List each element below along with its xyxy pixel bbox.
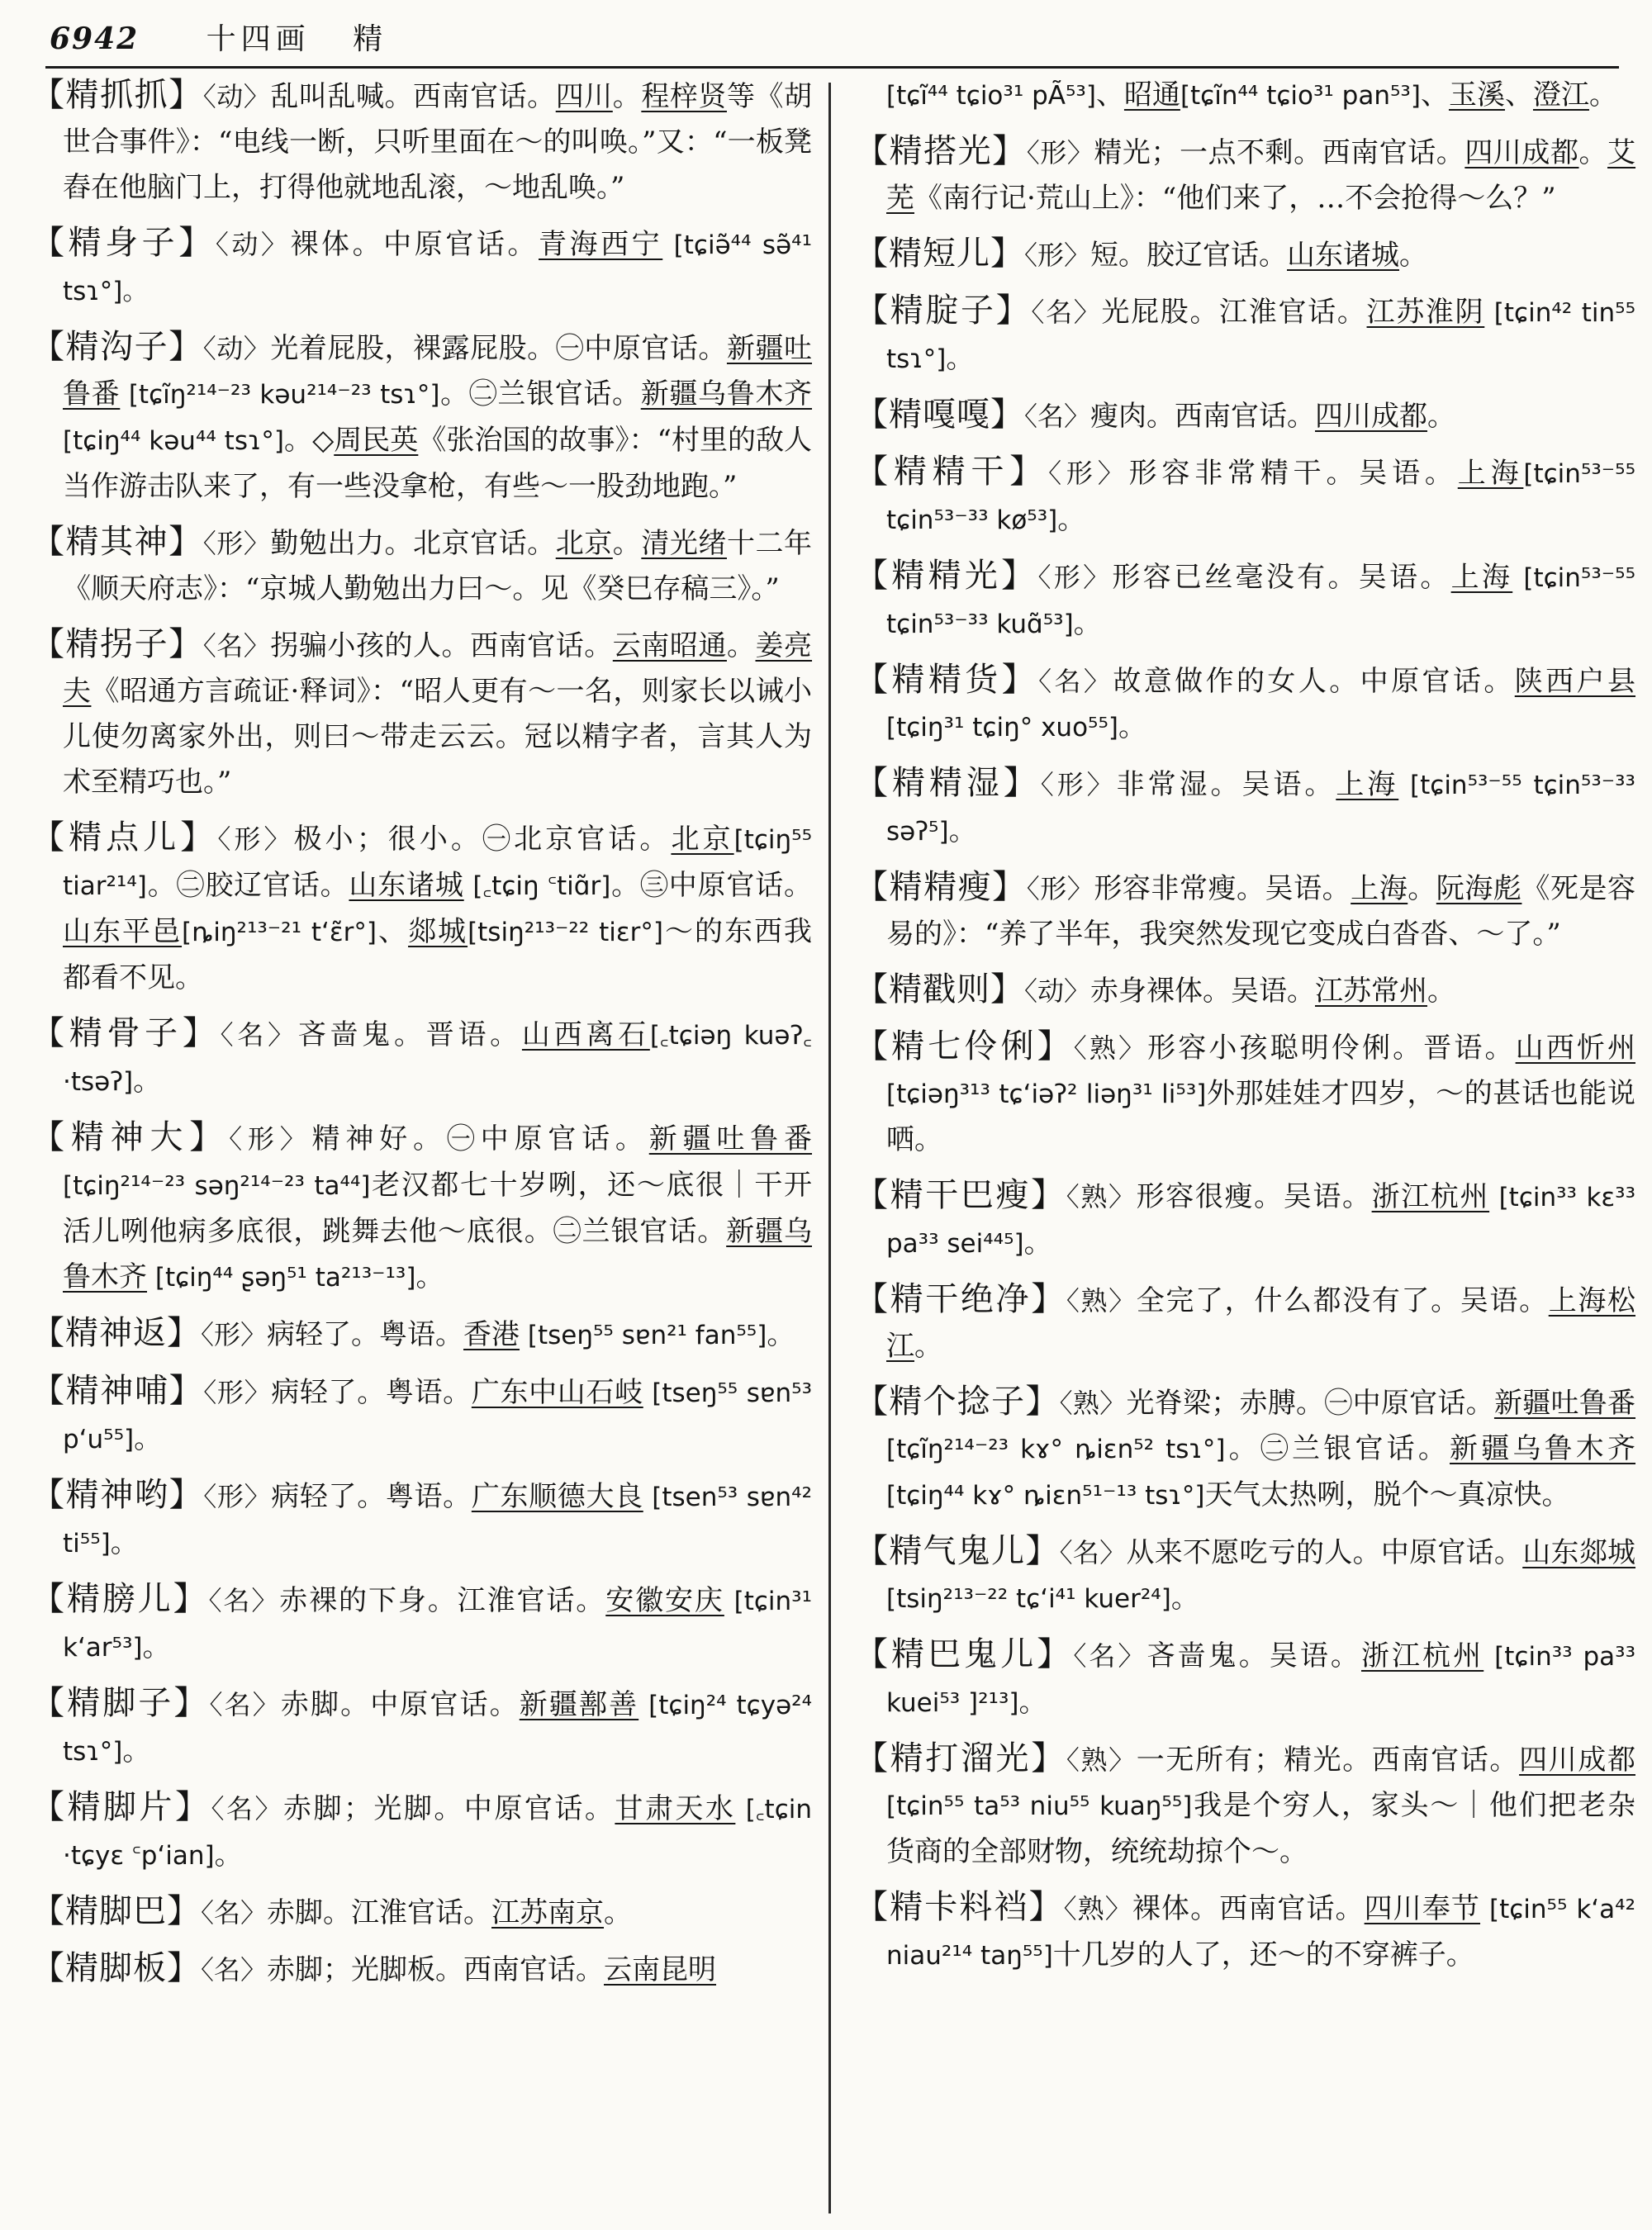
pronunciation: [tsiŋ²¹³⁻²² tɕʻi⁴¹ kuer²⁴] <box>886 1584 1171 1614</box>
column-divider <box>828 83 831 2213</box>
part-of-speech: 〈名〉 <box>220 1019 298 1051</box>
definition-text: 。 <box>1023 1226 1052 1260</box>
pronunciation: [tɕin⁴² tin⁵⁵ tsɿ°] <box>886 298 1636 374</box>
definition-text: 、 <box>1095 78 1124 112</box>
region-name: 北京 <box>555 527 613 560</box>
dictionary-entry <box>855 231 1635 278</box>
dictionary-entry <box>31 815 812 1001</box>
dictionary-entry <box>855 1173 1635 1267</box>
region-name: 江苏南京 <box>491 1896 605 1929</box>
definition-text: 、 <box>1504 78 1533 112</box>
definition-text: 形容很瘦。吴语。 <box>1136 1180 1372 1213</box>
dictionary-entry <box>855 1529 1635 1622</box>
region-name: 周民英 <box>334 424 419 457</box>
dictionary-entry <box>31 622 812 805</box>
definition-text: 。 <box>1408 872 1436 905</box>
headword: 【精卡料裆】 <box>855 1888 1064 1926</box>
section-label: 十四画 <box>206 22 311 56</box>
definition-text: 。 <box>1588 78 1617 112</box>
dictionary-entry <box>855 865 1635 957</box>
dictionary-entry <box>31 1011 812 1105</box>
region-name: 上海 <box>1450 561 1513 594</box>
headword: 【精其神】 <box>31 523 203 561</box>
dictionary-entry <box>31 520 812 612</box>
headword: 【精神哺】 <box>31 1372 204 1410</box>
region-name: 四川奉节 <box>1364 1892 1481 1925</box>
region-name: 山东平邑 <box>63 915 183 948</box>
pronunciation: [tɕin³³ pa³³ kuei⁵³ ]²¹³] <box>886 1642 1636 1718</box>
definition-text: 赤脚。中原官话。 <box>280 1688 520 1721</box>
definition-text: 《南行记·荒山上》：“他们来了，…不会抢得～么？” <box>914 182 1556 215</box>
definition-text: 。 <box>914 1330 942 1363</box>
dictionary-entry <box>31 325 812 510</box>
part-of-speech: 〈名〉 <box>202 630 271 662</box>
region-name: 山西离石 <box>521 1018 650 1051</box>
definition-text: 从来不愿吃亏的人。中原官话。 <box>1126 1536 1523 1569</box>
pronunciation: [tɕĩŋ²¹⁴⁻²³ kɤ° ȵiɛn⁵² tsɿ°] <box>886 1435 1226 1464</box>
pronunciation: [tɕĩŋ²¹⁴⁻²³ kəu²¹⁴⁻²³ tsɿ°] <box>120 380 440 410</box>
part-of-speech: 〈名〉 <box>201 1897 268 1929</box>
region-name: 新疆吐鲁番 <box>1493 1387 1636 1420</box>
region-name: 云南昭通 <box>612 629 727 662</box>
part-of-speech: 〈名〉 <box>1031 297 1102 328</box>
dictionary-entry <box>855 1024 1635 1163</box>
region-name: 新疆鄯善 <box>519 1688 639 1721</box>
definition-text: 。 <box>110 1526 139 1559</box>
part-of-speech: 〈熟〉 <box>1073 1032 1148 1064</box>
region-name: 上海 <box>1351 872 1408 905</box>
region-name: 四川成都 <box>1519 1744 1635 1777</box>
definition-text: 病轻了。粤语。 <box>267 1318 464 1351</box>
definition-text: 、 <box>1420 78 1449 112</box>
definition-text: 。 <box>1427 975 1456 1008</box>
definition-text: 光脊梁；赤膊。㊀中原官话。 <box>1126 1387 1494 1420</box>
headword: 【精巴鬼儿】 <box>855 1635 1074 1673</box>
definition-text: 赤脚。江淮官话。 <box>267 1896 492 1929</box>
region-name: 郯城 <box>408 915 468 948</box>
definition-text: 外那娃娃才四岁，～的甚话也能说哂。 <box>886 1077 1635 1156</box>
definition-text: 赤脚；光脚。中原官话。 <box>282 1792 615 1825</box>
definition-text: 。㊁兰银官话。 <box>439 377 641 410</box>
definition-text: 。㊁兰银官话。 <box>1225 1432 1450 1465</box>
definition-text: ～的东西我都看不见。 <box>63 915 813 994</box>
definition-text: 十二年《顺天府志》：“京城人勤勉出力曰～。见《癸巳存稿三》。” <box>63 527 813 605</box>
part-of-speech: 〈形〉 <box>229 1123 312 1155</box>
definition-text: 病轻了。粤语。 <box>271 1480 472 1513</box>
definition-text: 。 <box>612 80 642 113</box>
part-of-speech: 〈动〉 <box>202 333 271 364</box>
definition-text: 。 <box>214 1839 243 1872</box>
region-name: 上海 <box>1457 457 1524 490</box>
headword: 【精神大】 <box>31 1118 230 1156</box>
pronunciation: [tɕin⁵³⁻⁵⁵ tɕin⁵³⁻³³ səʔ⁵] <box>886 771 1635 847</box>
definition-text: 。 <box>1073 607 1102 640</box>
headword: 【精精光】 <box>855 557 1038 595</box>
dictionary-entry <box>31 73 812 211</box>
region-name: 安徽安庆 <box>605 1584 724 1617</box>
dictionary-entry <box>855 1885 1635 1979</box>
pronunciation: [tɕin³¹ kʻar⁵³] <box>63 1587 813 1663</box>
definition-text: 。 <box>1170 1582 1199 1615</box>
definition-text: 。 <box>726 629 756 662</box>
header-rule <box>45 66 1619 69</box>
dictionary-entry <box>855 288 1635 382</box>
definition-text: 、 <box>377 915 409 948</box>
part-of-speech: 〈动〉 <box>202 81 271 112</box>
region-name: 上海松江 <box>886 1284 1635 1363</box>
headword: 【精个捻子】 <box>855 1383 1060 1421</box>
pronunciation: [tsen⁵³ sɐn⁴² ti⁵⁵] <box>63 1483 812 1559</box>
definition-text: 。 <box>612 527 642 560</box>
region-name: 香港 <box>463 1318 520 1351</box>
headword: 【精抓抓】 <box>31 76 203 114</box>
definition-text: 十几岁的人了，还～的不穿裤子。 <box>1052 1938 1474 1971</box>
region-name: 陕西户县 <box>1514 665 1636 698</box>
definition-text: 。㊂中原官话。 <box>610 869 813 902</box>
header-character: 精 <box>353 22 383 56</box>
dictionary-entry <box>855 1379 1635 1519</box>
region-name: 新疆吐鲁番 <box>648 1122 813 1155</box>
dictionary-entry <box>855 967 1635 1014</box>
pronunciation: [tsiŋ²¹³⁻²² tiɛr°] <box>468 918 663 947</box>
region-name: 山西忻州 <box>1515 1032 1635 1065</box>
pronunciation: [tɕiŋ²⁴ tɕyə²⁴ tsɿ°] <box>63 1691 812 1767</box>
headword: 【精精干】 <box>855 453 1049 491</box>
part-of-speech: 〈名〉 <box>1038 666 1113 697</box>
dictionary-entry <box>31 1889 812 1936</box>
definition-text: 极小；很小。㊀北京官话。 <box>293 823 672 856</box>
dictionary-entry <box>31 1369 812 1463</box>
definition-text: 。 <box>415 1260 444 1293</box>
definition-text: 故意做作的女人。中原官话。 <box>1113 665 1515 698</box>
definition-text: 《张治国的故事》：“村里的敌人当作游击队来了，有一些没拿枪，有些～一股劲地跑。” <box>63 424 813 503</box>
pronunciation: [tɕiŋ⁵⁵ tiar²¹⁴] <box>63 825 813 901</box>
region-name: 玉溪 <box>1448 78 1505 112</box>
definition-text: 。 <box>142 1630 171 1663</box>
region-name: 江苏常州 <box>1315 975 1428 1008</box>
pronunciation: [tɕin⁵³⁻⁵⁵ tɕin⁵³⁻³³ kuɑ̃⁵³] <box>886 563 1635 639</box>
region-name: 青海西宁 <box>539 228 663 261</box>
pronunciation: [tɕiəŋ³¹³ tɕʻiəʔ² liəŋ³¹ li⁵³] <box>886 1079 1207 1109</box>
dictionary-entry <box>31 1681 812 1775</box>
definition-text: 老汉都七十岁咧，还～底很｜干开活儿咧他病多底很，跳舞去他～底很。㊁兰银官话。 <box>63 1169 812 1248</box>
region-name: 清光绪 <box>641 527 727 560</box>
dictionary-entry <box>31 1473 812 1567</box>
region-name: 四川 <box>555 80 613 113</box>
definition-text: 精光；一点不剩。西南官话。 <box>1094 136 1465 169</box>
definition-text: 。 <box>1057 503 1086 536</box>
region-name: 姜亮夫 <box>63 629 813 708</box>
region-name: 昭通 <box>1123 78 1180 112</box>
headword: 【精精货】 <box>855 661 1039 699</box>
definition-text: 形容小孩聪明伶俐。晋语。 <box>1147 1032 1516 1065</box>
definition-text: 形容非常精干。吴语。 <box>1128 457 1458 490</box>
definition-text: 勤勉出力。北京官话。 <box>270 527 556 560</box>
part-of-speech: 〈形〉 <box>203 1377 272 1408</box>
definition-text: 裸体。西南官话。 <box>1132 1892 1365 1925</box>
part-of-speech: 〈动〉 <box>1024 975 1091 1007</box>
part-of-speech: 〈形〉 <box>1024 240 1091 271</box>
region-name: 甘肃天水 <box>615 1792 736 1825</box>
pronunciation: [tseŋ⁵⁵ sɐn²¹ fan⁵⁵] <box>520 1321 767 1350</box>
region-name: 浙江杭州 <box>1371 1180 1490 1213</box>
pronunciation: [tɕiŋ⁴⁴ kəu⁴⁴ tsɿ°] <box>63 426 285 456</box>
headword: 【精脚片】 <box>31 1788 211 1826</box>
definition-text: 形容非常瘦。吴语。 <box>1094 872 1351 905</box>
part-of-speech: 〈形〉 <box>202 528 271 559</box>
definition-text: 乱叫乱喊。西南官话。 <box>270 80 556 113</box>
right-column <box>855 73 1635 1989</box>
part-of-speech: 〈动〉 <box>215 229 291 260</box>
region-name: 澄江 <box>1532 78 1589 112</box>
page-number: 6942 <box>50 21 140 56</box>
dictionary-entry <box>31 1946 812 1993</box>
definition-text: 赤身裸体。吴语。 <box>1090 975 1316 1008</box>
pronunciation: [tɕin⁵⁵ ta⁵³ niu⁵⁵ kuaŋ⁵⁵] <box>886 1791 1193 1821</box>
part-of-speech: 〈熟〉 <box>1059 1388 1127 1419</box>
headword: 【精气鬼儿】 <box>855 1532 1060 1570</box>
region-name: 广东中山石岐 <box>471 1376 643 1409</box>
definition-text: 。 <box>946 342 975 375</box>
pronunciation: [tɕiŋ³¹ tɕiŋ° xuo⁵⁵] <box>886 713 1118 743</box>
left-column <box>31 73 812 2003</box>
headword: 【精精瘦】 <box>855 868 1027 906</box>
part-of-speech: 〈名〉 <box>1073 1640 1147 1672</box>
region-name: 山东郯城 <box>1522 1536 1636 1569</box>
pronunciation: [tɕĩn⁴⁴ tɕio³¹ pan⁵³] <box>1180 81 1421 111</box>
headword: 【精神哟】 <box>31 1476 204 1514</box>
dictionary-entry <box>31 1115 812 1301</box>
dictionary-entry <box>855 657 1635 751</box>
region-name: 北京 <box>671 823 734 856</box>
region-name: 山东诸城 <box>349 869 464 902</box>
part-of-speech: 〈熟〉 <box>1066 1181 1137 1212</box>
headword: 【精拐子】 <box>31 625 203 663</box>
headword: 【精腚子】 <box>855 292 1032 330</box>
part-of-speech: 〈熟〉 <box>1063 1893 1132 1924</box>
definition-text: 短。胶辽官话。 <box>1090 239 1288 272</box>
pronunciation: [tɕiŋ⁴⁴ kɤ° ȵiɛn⁵¹⁻¹³ tsɿ°] <box>886 1481 1205 1511</box>
region-name: 浙江杭州 <box>1361 1639 1484 1672</box>
region-name: 新疆吐鲁番 <box>63 332 813 410</box>
definition-text: 吝啬鬼。吴语。 <box>1146 1639 1361 1672</box>
region-name: 新疆乌鲁木齐 <box>63 1215 813 1293</box>
definition-text: 非常湿。吴语。 <box>1116 768 1336 801</box>
pronunciation: [ȵiŋ²¹³⁻²¹ tʻɛ̃r°] <box>182 918 377 947</box>
pronunciation: [tɕiŋ⁴⁴ ʂəŋ⁵¹ ta²¹³⁻¹³] <box>147 1263 416 1293</box>
definition-text: 。 <box>604 1896 633 1929</box>
headword: 【精戳则】 <box>855 970 1024 1008</box>
part-of-speech: 〈形〉 <box>1037 562 1113 593</box>
definition-text: 。 <box>1018 1686 1047 1719</box>
pronunciation: [꜀tɕin ·tɕyɛ ꜂pʻian] <box>63 1795 813 1871</box>
dictionary-entry <box>855 129 1635 221</box>
dictionary-entry <box>855 392 1635 439</box>
definition-text: 。 <box>1427 400 1456 433</box>
definition-text: 裸体。中原官话。 <box>290 228 539 261</box>
dictionary-entry <box>31 1311 812 1359</box>
definition-text: 。 <box>948 814 977 847</box>
page-header <box>50 18 1602 59</box>
region-name: 新疆乌鲁木齐 <box>1450 1432 1636 1465</box>
region-name: 艾芜 <box>886 136 1636 215</box>
pronunciation: [tɕiə̃⁴⁴ sə̃⁴¹ tsɿ°]。 <box>63 230 812 306</box>
headword: 【精干绝净】 <box>855 1280 1066 1318</box>
dictionary-entry <box>855 553 1635 648</box>
headword: 【精身子】 <box>31 224 216 262</box>
definition-text: 光屁股。江淮官话。 <box>1101 296 1367 329</box>
entry-continuation <box>855 73 1635 119</box>
part-of-speech: 〈形〉 <box>203 1481 272 1512</box>
definition-text: 全完了，什么都没有了。吴语。 <box>1136 1284 1549 1317</box>
region-name: 四川成都 <box>1315 400 1428 433</box>
part-of-speech: 〈形〉 <box>217 823 294 855</box>
region-name: 上海 <box>1336 768 1399 801</box>
definition-text: 。 <box>134 1422 163 1455</box>
definition-text: 赤裸的下身。江淮官话。 <box>279 1584 606 1617</box>
pronunciation: [tɕin³³ kɛ³³ pa³³ sei⁴⁴⁵] <box>886 1183 1636 1259</box>
dictionary-entry <box>31 1577 812 1671</box>
definition-text: 光着屁股，裸露屁股。㊀中原官话。 <box>270 332 727 365</box>
definition-text: 。㊁胶辽官话。 <box>146 869 349 902</box>
part-of-speech: 〈名〉 <box>1059 1537 1127 1568</box>
part-of-speech: 〈形〉 <box>1026 137 1094 168</box>
region-name: 新疆乌鲁木齐 <box>640 377 813 410</box>
headword: 【精七伶俐】 <box>855 1027 1074 1065</box>
region-name: 程梓贤 <box>641 80 727 113</box>
headword: 【精膀儿】 <box>31 1580 209 1618</box>
part-of-speech: 〈熟〉 <box>1066 1285 1137 1317</box>
pronunciation: [tɕin⁵³⁻⁵⁵ tɕin⁵³⁻³³ kø⁵³] <box>886 459 1636 535</box>
dictionary-entry <box>855 1736 1635 1875</box>
part-of-speech: 〈名〉 <box>211 1793 283 1824</box>
headword: 【精干巴瘦】 <box>855 1176 1066 1214</box>
pronunciation: [꜀tɕiŋ ꜂tiɑ̃r] <box>463 871 611 901</box>
definition-text: 。 <box>1399 239 1428 272</box>
region-name: 云南昆明 <box>604 1953 717 1986</box>
definition-text: 。◇ <box>284 424 335 457</box>
pronunciation: [tɕiŋ²¹⁴⁻²³ səŋ²¹⁴⁻²³ ta⁴⁴] <box>63 1171 371 1201</box>
dictionary-entry <box>855 1632 1635 1726</box>
part-of-speech: 〈名〉 <box>201 1954 268 1986</box>
part-of-speech: 〈熟〉 <box>1066 1744 1137 1776</box>
headword: 【精打溜光】 <box>855 1739 1066 1777</box>
pronunciation: [tɕin⁵⁵ kʻa⁴² niau²¹⁴ taŋ⁵⁵] <box>886 1895 1635 1971</box>
headword: 【精搭光】 <box>855 132 1027 170</box>
part-of-speech: 〈名〉 <box>1024 401 1091 432</box>
region-name: 山东诸城 <box>1287 239 1400 272</box>
headword: 【精骨子】 <box>31 1014 221 1052</box>
region-name: 广东顺德大良 <box>471 1480 643 1513</box>
region-name: 阮海彪 <box>1436 872 1522 905</box>
part-of-speech: 〈形〉 <box>1040 769 1117 800</box>
part-of-speech: 〈名〉 <box>209 1689 281 1720</box>
definition-text: 。 <box>1578 136 1608 169</box>
dictionary-entry <box>31 1785 812 1879</box>
definition-text: 拐骗小孩的人。西南官话。 <box>270 629 613 662</box>
definition-text: 吝啬鬼。晋语。 <box>297 1018 522 1051</box>
headword: 【精短儿】 <box>855 235 1024 273</box>
definition-text: 《昭通方言疏证·释词》：“昭人更有～一名，则家长以诫小儿使勿离家外出，则曰～带走云云。冠以精字者，言其人为术至精巧也。” <box>63 675 812 799</box>
part-of-speech: 〈形〉 <box>1048 458 1129 489</box>
pronunciation: [tseŋ⁵⁵ sɐn⁵³ pʻu⁵⁵] <box>63 1378 812 1454</box>
headword: 【精嘎嘎】 <box>855 396 1024 434</box>
pronunciation: [꜀tɕiəŋ kuəʔ꜀ ·tsəʔ] <box>63 1021 813 1097</box>
headword: 【精脚子】 <box>31 1684 210 1722</box>
definition-text: 赤脚；光脚板。西南官话。 <box>267 1953 605 1986</box>
region-name: 江苏淮阴 <box>1366 296 1485 329</box>
definition-text: 一无所有；精光。西南官话。 <box>1136 1744 1520 1777</box>
dictionary-entry <box>855 1277 1635 1369</box>
definition-text: 瘦肉。西南官话。 <box>1090 400 1316 433</box>
definition-text: 精神好。㊀中原官话。 <box>311 1122 649 1155</box>
definition-text: 。 <box>1118 710 1146 743</box>
definition-text: 。 <box>133 1065 162 1098</box>
part-of-speech: 〈形〉 <box>201 1319 268 1350</box>
definition-text: 天气太热咧，脱个～真凉快。 <box>1204 1478 1570 1511</box>
dictionary-entry <box>31 221 812 315</box>
headword: 【精神返】 <box>31 1314 201 1352</box>
headword: 【精脚巴】 <box>31 1892 201 1930</box>
definition-text: 病轻了。粤语。 <box>271 1376 472 1409</box>
headword: 【精沟子】 <box>31 328 203 366</box>
definition-text: 等《胡世合事件》：“电线一断，只听里面在～的叫唤。”又：“一板凳舂在他脑门上，打得他就地乱滚，～地乱唤。” <box>63 80 813 204</box>
definition-text: 《死是容易的》：“养了半年，我突然发现它变成白沓沓、～了。” <box>886 872 1636 951</box>
dictionary-entry <box>855 449 1635 543</box>
region-name: 四川成都 <box>1464 136 1579 169</box>
headword: 【精脚板】 <box>31 1949 201 1987</box>
definition-text: 我是个穷人，家头～｜他们把老杂货商的全部财物，统统劫掠个～。 <box>886 1789 1635 1868</box>
part-of-speech: 〈形〉 <box>1026 873 1094 904</box>
definition-text: 。 <box>122 1734 151 1767</box>
headword: 【精精湿】 <box>855 764 1041 802</box>
pronunciation: [tɕĩ⁴⁴ tɕio³¹ pÃ⁵³] <box>886 81 1096 111</box>
definition-text: 形容已丝毫没有。吴语。 <box>1112 561 1451 594</box>
part-of-speech: 〈名〉 <box>208 1585 280 1616</box>
headword: 【精点儿】 <box>31 818 218 856</box>
definition-text: 。 <box>767 1318 795 1351</box>
dictionary-entry <box>855 761 1635 855</box>
